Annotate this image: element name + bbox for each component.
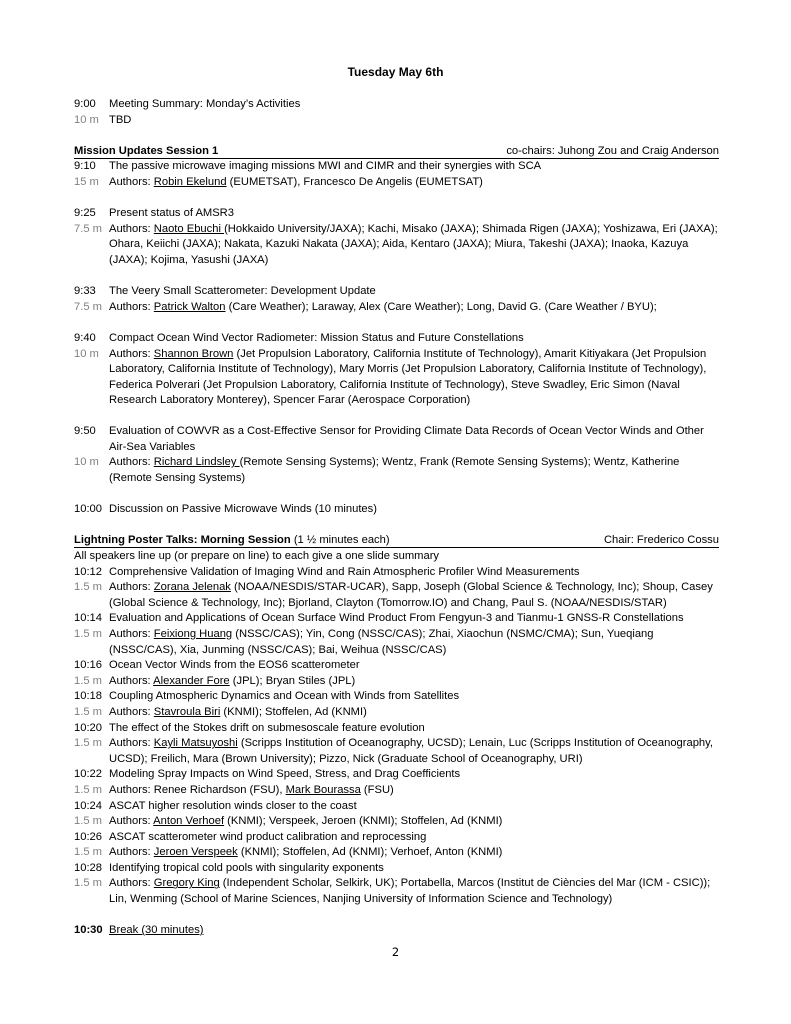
item-time: 10:20 bbox=[74, 721, 102, 734]
authors-prefix: Authors: bbox=[109, 846, 154, 859]
item-time: 10:12 bbox=[74, 565, 102, 578]
item-title: Evaluation and Applications of Ocean Surface Wind Product From Fengyun-3 and Tianmu-1 GNSS-R Constellations bbox=[109, 612, 684, 625]
presenter: Richard Lindsley bbox=[153, 456, 240, 469]
presenter: Stavroula Biri bbox=[153, 705, 221, 718]
break-time: 10:30 bbox=[74, 924, 103, 936]
item-authors bbox=[109, 783, 719, 799]
presenter: Shannon Brown bbox=[153, 347, 234, 360]
item-title: Coupling Atmospheric Dynamics and Ocean with Winds from Satellites bbox=[109, 690, 460, 703]
item-time: 10:22 bbox=[74, 768, 102, 781]
item-title: ASCAT scatterometer wind product calibration and reprocessing bbox=[109, 830, 427, 843]
summary-row bbox=[74, 97, 719, 113]
item-duration: 1.5 m bbox=[74, 737, 102, 750]
authors-rest: (Remote Sensing Systems); Wentz, Frank (Remote Sensing Systems); Wentz, Katherine (Remote Sensing Systems) bbox=[109, 456, 680, 484]
item-title: The passive microwave imaging missions MWI and CIMR and their synergies with SCA bbox=[109, 160, 542, 172]
session1-title: Mission Updates Session 1 bbox=[74, 145, 219, 157]
authors-rest: (EUMETSAT), Francesco De Angelis (EUMETSAT) bbox=[226, 175, 483, 188]
item-authors bbox=[109, 347, 719, 409]
agenda-item bbox=[74, 424, 719, 486]
session2-header bbox=[74, 533, 719, 548]
item-authors bbox=[109, 300, 719, 316]
authors-prefix: Authors: bbox=[109, 815, 154, 828]
authors-prefix: Authors: bbox=[109, 877, 154, 890]
item-authors bbox=[109, 627, 719, 658]
authors-prefix: Authors: bbox=[109, 456, 154, 469]
presenter: Feixiong Huang bbox=[153, 627, 233, 640]
authors-prefix: Authors: Renee Richardson (FSU), bbox=[109, 783, 286, 796]
item-time: 9:25 bbox=[74, 207, 96, 219]
presenter: Gregory King bbox=[153, 877, 220, 890]
item-authors bbox=[109, 845, 719, 861]
authors-rest: (KNMI); Stoffelen, Ad (KNMI) bbox=[220, 705, 367, 718]
summary-duration-row bbox=[74, 113, 719, 129]
authors-prefix: Authors: bbox=[109, 300, 154, 313]
item-authors bbox=[109, 580, 719, 611]
item-title: Identifying tropical cold pools with singularity exponents bbox=[109, 861, 384, 874]
authors-rest: (Independent Scholar, Selkirk, UK); Portabella, Marcos (Institut de Ciències del Mar (ICM - CSIC)); Lin, Wenming (School of Marine Sciences, Nanjing University of Information Science and Technology) bbox=[109, 877, 711, 906]
item-duration: 1.5 m bbox=[74, 815, 102, 828]
item-time: 10:18 bbox=[74, 690, 102, 703]
item-authors bbox=[109, 814, 719, 830]
item-time: 10:16 bbox=[74, 659, 102, 672]
agenda-item bbox=[74, 331, 719, 409]
item-duration: 10 m bbox=[74, 456, 99, 469]
authors-rest: (KNMI); Verspeek, Jeroen (KNMI); Stoffelen, Ad (KNMI) bbox=[224, 815, 503, 828]
authors-rest: (Hokkaido University/JAXA); Kachi, Misako (JAXA); Shimada Rigen (JAXA); Yoshizawa, Eri (JAXA); Ohara, Keiichi (JAXA); Nakata, Kazuki Nakata (JAXA); Aida, Kentaro (JAXA); Miura, Takeshi (JAXA); Inaoka, Kazuya (JAXA); Kojima, Yasushi (JAXA) bbox=[109, 222, 718, 266]
presenter: Robin Ekelund bbox=[153, 175, 227, 188]
discussion-item bbox=[74, 502, 719, 518]
authors-prefix: Authors: bbox=[109, 627, 154, 640]
day-title: Tuesday May 6th bbox=[347, 65, 444, 79]
item-duration: 1.5 m bbox=[74, 705, 102, 718]
item-duration: 10 m bbox=[74, 347, 99, 360]
summary-title: Meeting Summary: Monday’s Activities bbox=[109, 98, 301, 110]
authors-prefix: Authors: bbox=[109, 175, 154, 188]
session1-chairs: co-chairs: Juhong Zou and Craig Anderson bbox=[506, 145, 719, 157]
item-time: 10:24 bbox=[74, 799, 102, 812]
session2-title: Lightning Poster Talks: Morning Session bbox=[74, 534, 291, 546]
item-duration: 7.5 m bbox=[74, 222, 102, 235]
discussion-time: 10:00 bbox=[74, 503, 102, 515]
authors-prefix: Authors: bbox=[109, 705, 154, 718]
session2-intro: All speakers line up (or prepare on line) to each give a one slide summary bbox=[74, 550, 440, 562]
break-line bbox=[74, 923, 204, 939]
authors-prefix: Authors: bbox=[109, 737, 154, 750]
authors-prefix: Authors: bbox=[109, 674, 154, 687]
authors-rest: (NOAA/NESDIS/STAR-UCAR), Sapp, Joseph (Global Science & Technology, Inc); Shoup, Casey (Global Science & Technology, Inc); Bjorland, Clayton (Tomorrow.IO) and Chang, Paul S. (NOAA/NESDIS/STAR) bbox=[109, 581, 713, 609]
item-duration: 1.5 m bbox=[74, 581, 102, 594]
item-time: 10:14 bbox=[74, 612, 102, 625]
session1-header bbox=[74, 144, 719, 159]
presenter: Naoto Ebuchi bbox=[153, 222, 225, 235]
authors-rest: (FSU) bbox=[360, 783, 394, 796]
authors-rest: (NSSC/CAS); Yin, Cong (NSSC/CAS); Zhai, Xiaochun (NSMC/CMA); Sun, Yueqiang (NSSC/CAS), Xia, Junming (NSSC/CAS); Bai, Weihua (NSSC/CAS) bbox=[109, 627, 654, 656]
authors-prefix: Authors: bbox=[109, 222, 154, 235]
item-duration: 15 m bbox=[74, 175, 99, 188]
presenter: Kayli Matsuyoshi bbox=[153, 737, 238, 750]
item-duration: 1.5 m bbox=[74, 877, 102, 890]
item-authors bbox=[109, 705, 719, 721]
item-time: 9:50 bbox=[74, 425, 96, 437]
summary-block bbox=[74, 97, 719, 128]
summary-time: 9:00 bbox=[74, 98, 96, 110]
item-duration: 1.5 m bbox=[74, 627, 102, 640]
item-time: 10:26 bbox=[74, 830, 102, 843]
agenda-item bbox=[74, 206, 719, 268]
authors-rest: (KNMI); Stoffelen, Ad (KNMI); Verhoef, Anton (KNMI) bbox=[237, 846, 503, 859]
item-authors bbox=[109, 455, 719, 486]
agenda-item bbox=[74, 159, 719, 190]
authors-rest: (Jet Propulsion Laboratory, California Institute of Technology), Amarit Kitiyakara (Jet Propulsion Laboratory, California Institute of Technology), Mary Morris (Jet Propulsion Laboratory, California Institute of Technology), Federica Polverari (Jet Propulsion Laboratory, California Institute of Technology), Steve Swadley, Eric Simon (Naval Research Laboratory Monterey), Spencer Farar (Aerospace Corporation) bbox=[109, 347, 707, 407]
item-title: Evaluation of COWVR as a Cost-Effective Sensor for Providing Climate Data Records of Ocean Vector Winds and Other Air-Sea Variables bbox=[109, 425, 704, 453]
item-title: Compact Ocean Wind Vector Radiometer: Mission Status and Future Constellations bbox=[109, 332, 524, 344]
session2-list bbox=[74, 549, 719, 908]
item-authors bbox=[109, 175, 719, 191]
presenter: Patrick Walton bbox=[153, 300, 226, 313]
item-time: 9:40 bbox=[74, 332, 96, 344]
item-authors bbox=[109, 736, 719, 767]
presenter: Mark Bourassa bbox=[285, 783, 361, 796]
item-title: Modeling Spray Impacts on Wind Speed, Stress, and Drag Coefficients bbox=[109, 768, 461, 781]
item-duration: 7.5 m bbox=[74, 300, 102, 313]
item-duration: 1.5 m bbox=[74, 846, 102, 859]
item-time: 9:10 bbox=[74, 160, 96, 172]
authors-prefix: Authors: bbox=[109, 347, 154, 360]
agenda-item bbox=[74, 284, 719, 315]
break-title: Break (30 minutes) bbox=[109, 924, 204, 936]
item-authors bbox=[109, 674, 719, 690]
authors-rest: (JPL); Bryan Stiles (JPL) bbox=[229, 674, 356, 687]
presenter: Jeroen Verspeek bbox=[153, 846, 238, 859]
item-time: 9:33 bbox=[74, 285, 96, 297]
item-title: ASCAT higher resolution winds closer to the coast bbox=[109, 799, 357, 812]
item-title: Present status of AMSR3 bbox=[109, 207, 234, 219]
item-authors bbox=[109, 876, 719, 907]
discussion-title: Discussion on Passive Microwave Winds (10 minutes) bbox=[109, 503, 377, 515]
item-title: Ocean Vector Winds from the EOS6 scatterometer bbox=[109, 659, 360, 672]
item-duration: 1.5 m bbox=[74, 674, 102, 687]
summary-duration: 10 m bbox=[74, 113, 99, 126]
presenter: Zorana Jelenak bbox=[153, 581, 231, 594]
item-title: The effect of the Stokes drift on submesoscale feature evolution bbox=[109, 721, 425, 734]
authors-prefix: Authors: bbox=[109, 581, 154, 594]
break-item bbox=[74, 923, 719, 939]
item-duration: 1.5 m bbox=[74, 783, 102, 796]
item-title: Comprehensive Validation of Imaging Wind and Rain Atmospheric Profiler Wind Measurements bbox=[109, 565, 580, 578]
session2-subtitle: (1 ½ minutes each) bbox=[290, 534, 390, 546]
summary-tbd: TBD bbox=[109, 113, 132, 126]
page-number: 2 bbox=[391, 945, 400, 959]
item-time: 10:28 bbox=[74, 861, 102, 874]
item-authors bbox=[109, 222, 719, 269]
item-title: The Veery Small Scatterometer: Development Update bbox=[109, 285, 376, 297]
presenter: Anton Verhoef bbox=[153, 815, 225, 828]
authors-rest: (Scripps Institution of Oceanography, UCSD); Lenain, Luc (Scripps Institution of Oceanography, UCSD); Freilich, Mara (Brown University); Pizzo, Nick (Graduate School of Oceanography, URI) bbox=[109, 737, 714, 765]
session2-chair: Chair: Frederico Cossu bbox=[603, 534, 719, 546]
presenter: Alexander Fore bbox=[153, 674, 230, 687]
authors-rest: (Care Weather); Laraway, Alex (Care Weather); Long, David G. (Care Weather / BYU); bbox=[225, 300, 657, 313]
